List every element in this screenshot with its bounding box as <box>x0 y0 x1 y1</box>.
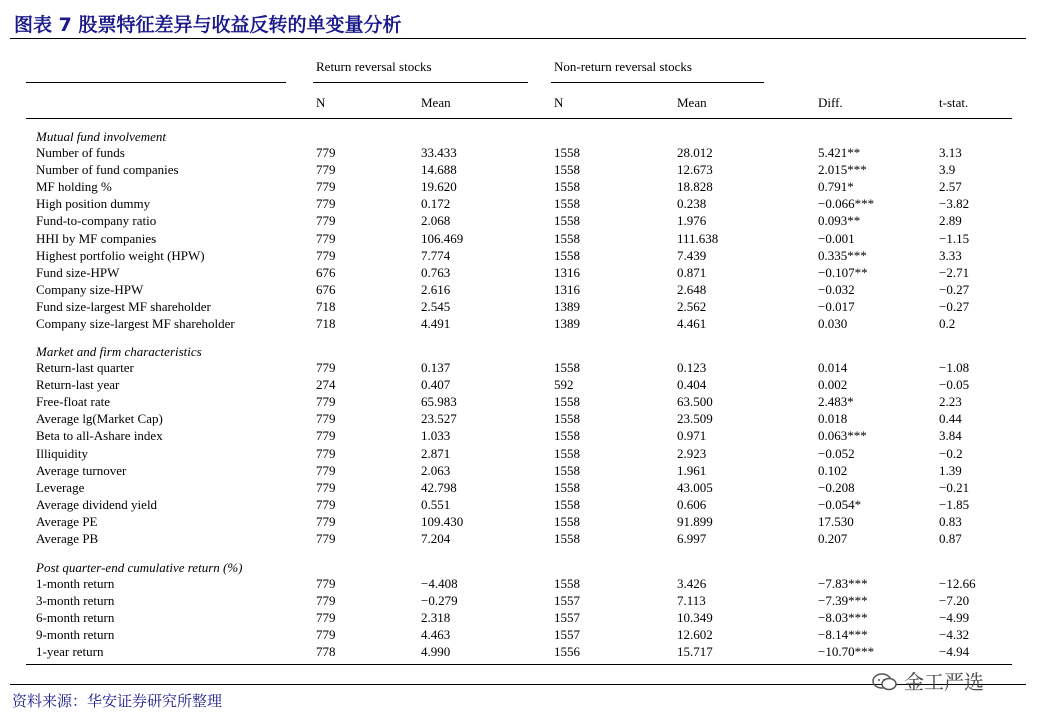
cell-mean1: 0.172 <box>421 196 451 212</box>
table-row <box>0 593 1045 610</box>
cell-t: 1.39 <box>939 462 962 478</box>
cell-diff: −8.14*** <box>818 627 868 643</box>
cell-label: Number of fund companies <box>36 162 179 178</box>
cell-n2: 1557 <box>554 610 580 626</box>
cell-n2: 1556 <box>554 644 580 660</box>
cell-label: 1-year return <box>36 644 104 660</box>
section-heading: Mutual fund involvement <box>36 129 166 144</box>
cell-mean1: 4.463 <box>421 627 451 643</box>
cell-mean2: 0.971 <box>677 428 707 444</box>
cell-n1: 779 <box>316 411 336 427</box>
cell-label: Return-last year <box>36 377 120 393</box>
cell-mean2: 4.461 <box>677 316 707 331</box>
cell-mean1: 109.430 <box>421 513 464 529</box>
cell-n2: 1558 <box>554 360 580 375</box>
table-row <box>0 213 1045 230</box>
cell-mean1: 0.551 <box>421 496 451 512</box>
cell-label: Fund size-HPW <box>36 264 120 280</box>
cell-n2: 1558 <box>554 462 580 478</box>
cell-label: Leverage <box>36 479 85 495</box>
header-mean1: Mean <box>421 95 451 110</box>
cell-mean1: 1.033 <box>421 428 451 444</box>
cell-diff: 0.014 <box>818 360 848 375</box>
cell-n1: 779 <box>316 576 336 591</box>
cell-t: 0.2 <box>939 316 956 331</box>
cell-t: −3.82 <box>939 196 970 212</box>
table-row <box>0 644 1045 661</box>
table-row <box>0 428 1045 445</box>
cell-label: Average PE <box>36 513 98 529</box>
cell-label: Beta to all-Ashare index <box>36 428 163 444</box>
cell-mean2: 91.899 <box>677 513 713 529</box>
cell-n2: 1558 <box>554 162 580 178</box>
table-row <box>0 610 1045 627</box>
cell-label: Average lg(Market Cap) <box>36 411 163 427</box>
cell-mean2: 0.238 <box>677 196 707 212</box>
cell-mean1: 4.491 <box>421 316 451 331</box>
cell-label: Average turnover <box>36 462 127 478</box>
cell-mean1: 0.763 <box>421 264 451 280</box>
cell-t: −4.32 <box>939 627 970 643</box>
cell-n1: 779 <box>316 247 336 263</box>
cell-diff: 0.063*** <box>818 428 867 444</box>
cell-n1: 779 <box>316 394 336 410</box>
cell-mean1: 2.545 <box>421 298 451 314</box>
cell-t: 2.57 <box>939 179 962 195</box>
cell-mean2: 0.123 <box>677 360 707 375</box>
cell-n2: 1558 <box>554 394 580 410</box>
cell-diff: −0.208 <box>818 479 855 495</box>
cell-diff: 0.335*** <box>818 247 867 263</box>
cell-diff: 5.421** <box>818 145 861 160</box>
cell-t: 3.13 <box>939 145 962 160</box>
cell-n2: 1558 <box>554 531 580 546</box>
cell-diff: 0.002 <box>818 377 848 393</box>
cell-t: 0.44 <box>939 411 962 427</box>
cell-diff: −0.054* <box>818 496 862 512</box>
cell-n1: 779 <box>316 445 336 461</box>
cell-t: −7.20 <box>939 593 970 609</box>
cell-t: −12.66 <box>939 576 976 591</box>
cell-t: 3.33 <box>939 247 962 263</box>
cell-n2: 1557 <box>554 627 580 643</box>
cell-diff: 2.015*** <box>818 162 867 178</box>
cell-mean2: 12.602 <box>677 627 713 643</box>
table-row <box>0 497 1045 514</box>
cell-n1: 779 <box>316 479 336 495</box>
table-row <box>0 377 1045 394</box>
cell-mean2: 1.976 <box>677 213 707 229</box>
cell-t: 0.87 <box>939 531 962 546</box>
cell-label: HHI by MF companies <box>36 230 157 246</box>
header-n2: N <box>554 95 564 110</box>
cell-n1: 676 <box>316 264 336 280</box>
cell-mean1: 2.871 <box>421 445 451 461</box>
cell-label: Company size-largest MF shareholder <box>36 316 235 331</box>
table-row <box>0 299 1045 316</box>
table-row <box>0 316 1045 333</box>
cell-t: −1.85 <box>939 496 970 512</box>
cell-diff: −0.032 <box>818 281 855 297</box>
cell-n1: 778 <box>316 644 336 660</box>
cell-n2: 1558 <box>554 411 580 427</box>
cell-label: Company size-HPW <box>36 281 144 297</box>
cell-diff: 0.093** <box>818 213 861 229</box>
cell-n2: 1389 <box>554 316 580 331</box>
cell-n2: 1558 <box>554 247 580 263</box>
cell-label: 9-month return <box>36 627 115 643</box>
cell-mean1: 2.318 <box>421 610 451 626</box>
cell-diff: −0.017 <box>818 298 855 314</box>
cell-mean1: 33.433 <box>421 145 457 160</box>
cell-n2: 1558 <box>554 576 580 591</box>
cell-mean2: 1.961 <box>677 462 707 478</box>
table-row <box>0 360 1045 377</box>
header-mean2: Mean <box>677 95 707 110</box>
cell-t: −4.94 <box>939 644 970 660</box>
cell-n2: 1558 <box>554 496 580 512</box>
cell-mean2: 10.349 <box>677 610 713 626</box>
cell-n2: 1558 <box>554 179 580 195</box>
cell-n1: 779 <box>316 162 336 178</box>
cell-diff: 0.102 <box>818 462 848 478</box>
table-row <box>0 282 1045 299</box>
cell-t: −1.08 <box>939 360 970 375</box>
cell-mean2: 18.828 <box>677 179 713 195</box>
table-row <box>0 531 1045 548</box>
cell-label: High position dummy <box>36 196 151 212</box>
cell-label: Number of funds <box>36 145 125 160</box>
table-row <box>0 627 1045 644</box>
cell-n1: 779 <box>316 360 336 375</box>
cell-label: 3-month return <box>36 593 115 609</box>
cell-n1: 779 <box>316 610 336 626</box>
cell-label: Return-last quarter <box>36 360 134 375</box>
cell-n1: 779 <box>316 531 336 546</box>
cell-n1: 779 <box>316 593 336 609</box>
cell-diff: 0.207 <box>818 531 848 546</box>
table-row <box>0 162 1045 179</box>
cell-mean2: 12.673 <box>677 162 713 178</box>
cell-n1: 676 <box>316 281 336 297</box>
cell-n1: 779 <box>316 213 336 229</box>
cell-t: 2.23 <box>939 394 962 410</box>
cell-n2: 1558 <box>554 513 580 529</box>
section-heading: Market and firm characteristics <box>36 344 202 359</box>
cell-n2: 1558 <box>554 445 580 461</box>
header-tstat: t-stat. <box>939 95 969 110</box>
cell-t: −1.15 <box>939 230 970 246</box>
cell-mean2: 2.562 <box>677 298 707 314</box>
cell-mean2: 6.997 <box>677 531 707 546</box>
cell-mean1: 19.620 <box>421 179 457 195</box>
cell-diff: −8.03*** <box>818 610 868 626</box>
cell-diff: −0.052 <box>818 445 855 461</box>
cell-n2: 1558 <box>554 479 580 495</box>
cell-n1: 779 <box>316 513 336 529</box>
table-row <box>0 179 1045 196</box>
cell-label: Highest portfolio weight (HPW) <box>36 247 205 263</box>
cell-mean2: 0.404 <box>677 377 707 393</box>
cell-diff: 0.791* <box>818 179 854 195</box>
cell-mean1: 0.137 <box>421 360 451 375</box>
cell-mean2: 2.648 <box>677 281 707 297</box>
table-row <box>0 446 1045 463</box>
cell-label: 1-month return <box>36 576 115 591</box>
cell-n2: 1316 <box>554 264 580 280</box>
cell-mean1: 2.063 <box>421 462 451 478</box>
cell-n2: 1558 <box>554 428 580 444</box>
table-row <box>0 231 1045 248</box>
cell-diff: −7.83*** <box>818 576 868 591</box>
cell-mean1: 7.204 <box>421 531 451 546</box>
cell-diff: 0.030 <box>818 316 848 331</box>
cell-mean1: 2.616 <box>421 281 451 297</box>
header-diff: Diff. <box>818 95 843 110</box>
cell-mean2: 23.509 <box>677 411 713 427</box>
cell-n1: 779 <box>316 230 336 246</box>
cell-n1: 718 <box>316 316 336 331</box>
cell-t: −4.99 <box>939 610 970 626</box>
table-row <box>0 480 1045 497</box>
table-row <box>0 411 1045 428</box>
cell-n1: 779 <box>316 428 336 444</box>
logo-text: 金工严选 <box>904 670 984 694</box>
cell-t: −0.27 <box>939 298 970 314</box>
cell-mean1: 14.688 <box>421 162 457 178</box>
cell-mean2: 7.439 <box>677 247 707 263</box>
section-heading: Post quarter-end cumulative return (%) <box>36 560 243 575</box>
cell-diff: −0.001 <box>818 230 855 246</box>
cell-n2: 1558 <box>554 196 580 212</box>
cell-t: −0.27 <box>939 281 970 297</box>
cell-diff: 0.018 <box>818 411 848 427</box>
cell-diff: −0.107** <box>818 264 868 280</box>
cell-n2: 1316 <box>554 281 580 297</box>
cell-n2: 1558 <box>554 230 580 246</box>
cell-mean2: 63.500 <box>677 394 713 410</box>
cell-n2: 592 <box>554 377 574 393</box>
cell-n1: 779 <box>316 196 336 212</box>
cell-diff: 2.483* <box>818 394 854 410</box>
cell-label: Illiquidity <box>36 445 88 461</box>
cell-t: −2.71 <box>939 264 970 280</box>
cell-n1: 779 <box>316 145 336 160</box>
header-group1: Return reversal stocks <box>316 59 432 74</box>
cell-diff: −10.70*** <box>818 644 875 660</box>
top-rule <box>26 82 286 83</box>
cell-mean2: 0.606 <box>677 496 707 512</box>
cell-n2: 1557 <box>554 593 580 609</box>
header-n1: N <box>316 95 326 110</box>
cell-n1: 779 <box>316 179 336 195</box>
cell-mean2: 15.717 <box>677 644 713 660</box>
cell-label: Fund size-largest MF shareholder <box>36 298 211 314</box>
cell-diff: −7.39*** <box>818 593 868 609</box>
cell-n1: 779 <box>316 627 336 643</box>
cell-mean2: 111.638 <box>677 230 719 246</box>
cell-diff: −0.066*** <box>818 196 875 212</box>
title-rule <box>10 38 1026 39</box>
cell-label: 6-month return <box>36 610 115 626</box>
cell-n1: 779 <box>316 462 336 478</box>
figure-title: 图表 7 股票特征差异与收益反转的单变量分析 <box>14 14 402 36</box>
table-row <box>0 145 1045 162</box>
cell-n2: 1558 <box>554 213 580 229</box>
cell-n2: 1389 <box>554 298 580 314</box>
table-row <box>0 463 1045 480</box>
cell-diff: 17.530 <box>818 513 854 529</box>
cell-n2: 1558 <box>554 145 580 160</box>
table-row <box>0 196 1045 213</box>
cell-mean1: 106.469 <box>421 230 464 246</box>
cell-mean2: 28.012 <box>677 145 713 160</box>
cell-mean1: −4.408 <box>421 576 458 591</box>
cell-mean1: 23.527 <box>421 411 457 427</box>
cell-label: MF holding % <box>36 179 112 195</box>
table-row <box>0 514 1045 531</box>
bottom-rule <box>26 664 1012 665</box>
cell-mean1: 2.068 <box>421 213 451 229</box>
cell-label: Fund-to-company ratio <box>36 213 157 229</box>
cell-t: −0.21 <box>939 479 970 495</box>
cell-label: Average PB <box>36 531 99 546</box>
cell-mean1: 0.407 <box>421 377 451 393</box>
table-row <box>0 576 1045 593</box>
table-row <box>0 265 1045 282</box>
cell-t: 0.83 <box>939 513 962 529</box>
cell-mean1: 42.798 <box>421 479 457 495</box>
cell-label: Free-float rate <box>36 394 110 410</box>
cell-t: 2.89 <box>939 213 962 229</box>
group1-rule <box>313 82 528 83</box>
header-rule <box>26 118 1012 119</box>
cell-mean1: 4.990 <box>421 644 451 660</box>
cell-mean2: 7.113 <box>677 593 706 609</box>
group2-rule <box>551 82 764 83</box>
watermark-logo <box>872 666 984 695</box>
cell-t: 3.84 <box>939 428 962 444</box>
table-row <box>0 248 1045 265</box>
cell-t: −0.05 <box>939 377 970 393</box>
cell-mean1: −0.279 <box>421 593 458 609</box>
cell-t: −0.2 <box>939 445 963 461</box>
cell-mean2: 2.923 <box>677 445 707 461</box>
wechat-icon <box>872 672 898 692</box>
cell-t: 3.9 <box>939 162 956 178</box>
cell-n1: 274 <box>316 377 336 393</box>
table-row <box>0 394 1045 411</box>
cell-mean2: 43.005 <box>677 479 713 495</box>
cell-mean2: 0.871 <box>677 264 707 280</box>
cell-n1: 779 <box>316 496 336 512</box>
cell-mean1: 7.774 <box>421 247 451 263</box>
cell-mean1: 65.983 <box>421 394 457 410</box>
cell-n1: 718 <box>316 298 336 314</box>
cell-mean2: 3.426 <box>677 576 707 591</box>
header-group2: Non-return reversal stocks <box>554 59 692 74</box>
cell-label: Average dividend yield <box>36 496 158 512</box>
source-note: 资料来源：华安证券研究所整理 <box>12 692 223 710</box>
